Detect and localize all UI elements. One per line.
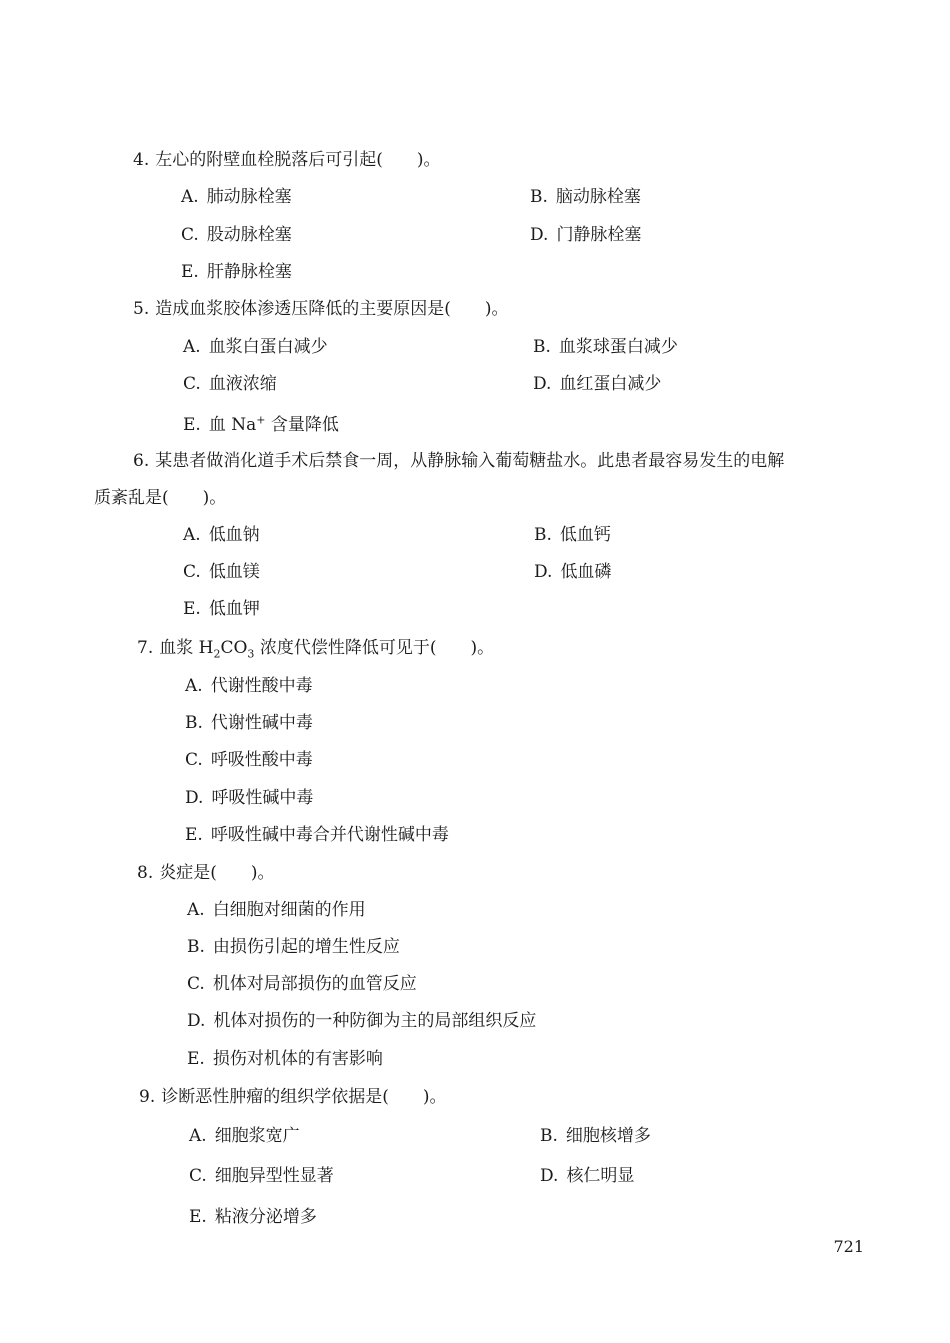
option-d xyxy=(534,564,611,581)
question-text: 某患者做消化道手术后禁食一周，从静脉输入葡萄糖盐水。此患者最容易发生的电解 xyxy=(155,451,785,471)
option-letter: B. xyxy=(533,337,551,357)
question-5-stem xyxy=(133,301,509,318)
option-a xyxy=(185,678,313,695)
option-text: 血液浓缩 xyxy=(208,374,277,394)
option-letter: E. xyxy=(185,825,203,845)
option-e xyxy=(183,601,260,618)
option-e xyxy=(183,414,339,434)
option-c xyxy=(183,376,277,393)
option-letter: B. xyxy=(540,1126,558,1146)
option-letter: C. xyxy=(185,750,203,770)
question-number: 8. xyxy=(137,863,154,883)
option-letter: A. xyxy=(183,525,201,545)
question-number: 7. xyxy=(137,638,154,658)
option-text: 细胞浆宽广 xyxy=(214,1126,300,1146)
option-text: 低血磷 xyxy=(560,562,612,582)
option-letter: A. xyxy=(183,337,201,357)
option-letter: E. xyxy=(187,1049,205,1069)
option-text: 机体对损伤的一种防御为主的局部组织反应 xyxy=(213,1011,537,1031)
option-c xyxy=(185,752,313,769)
question-number: 9. xyxy=(139,1087,156,1107)
question-text: 左心的附壁血栓脱落后可引起( )。 xyxy=(155,150,441,170)
option-text: 低血钙 xyxy=(559,525,611,545)
option-d xyxy=(540,1168,634,1185)
option-letter: A. xyxy=(187,900,205,920)
question-text: 血浆 $H_2CO_3$ 浓度代偿性降低可见于( )。 xyxy=(159,638,495,661)
question-text: 炎症是( )。 xyxy=(159,863,275,883)
option-c xyxy=(181,227,292,244)
option-text: 肺动脉栓塞 xyxy=(206,187,292,207)
option-letter: B. xyxy=(185,713,203,733)
option-d xyxy=(533,376,661,393)
option-text: 血浆白蛋白减少 xyxy=(208,337,328,357)
option-e xyxy=(189,1209,317,1226)
option-letter: C. xyxy=(189,1166,207,1186)
option-c xyxy=(187,976,417,993)
option-text: 粘液分泌增多 xyxy=(214,1207,317,1227)
option-letter: D. xyxy=(533,374,552,394)
option-text: 肝静脉栓塞 xyxy=(206,262,292,282)
option-a xyxy=(183,339,328,356)
option-text: 低血钾 xyxy=(208,599,260,619)
option-text: 损伤对机体的有害影响 xyxy=(212,1049,383,1069)
question-8-stem xyxy=(137,865,275,882)
option-text: 低血钠 xyxy=(208,525,260,545)
option-letter: E. xyxy=(181,262,199,282)
option-b xyxy=(187,939,400,956)
option-a xyxy=(189,1128,300,1145)
option-text: 门静脉栓塞 xyxy=(556,225,642,245)
option-text: 机体对局部损伤的血管反应 xyxy=(212,974,417,994)
option-letter: C. xyxy=(183,374,201,394)
option-d xyxy=(187,1013,536,1030)
option-letter: A. xyxy=(181,187,199,207)
option-letter: A. xyxy=(185,676,203,696)
option-c xyxy=(183,564,260,581)
option-letter: A. xyxy=(189,1126,207,1146)
option-a xyxy=(181,189,292,206)
option-d xyxy=(530,227,641,244)
question-text: 诊断恶性肿瘤的组织学依据是( )。 xyxy=(161,1087,447,1107)
option-text: 血红蛋白减少 xyxy=(559,374,662,394)
option-text: 呼吸性碱中毒合并代谢性碱中毒 xyxy=(210,825,449,845)
option-letter: C. xyxy=(181,225,199,245)
option-text: 白细胞对细菌的作用 xyxy=(212,900,366,920)
question-9-stem xyxy=(139,1089,447,1106)
option-letter: D. xyxy=(185,788,204,808)
option-letter: B. xyxy=(187,937,205,957)
option-letter: C. xyxy=(183,562,201,582)
option-text: 代谢性酸中毒 xyxy=(210,676,313,696)
option-letter: B. xyxy=(534,525,552,545)
option-text: 呼吸性酸中毒 xyxy=(210,750,313,770)
option-b xyxy=(185,715,313,732)
option-e xyxy=(185,827,449,844)
option-text: 代谢性碱中毒 xyxy=(210,713,313,733)
option-b xyxy=(540,1128,651,1145)
page-number: 721 xyxy=(833,1237,864,1256)
option-letter: D. xyxy=(534,562,553,582)
option-letter: D. xyxy=(187,1011,206,1031)
option-a xyxy=(187,902,366,919)
option-b xyxy=(530,189,641,206)
option-e xyxy=(187,1051,383,1068)
option-text: 血 Na+ 含量降低 xyxy=(208,413,339,435)
option-letter: D. xyxy=(530,225,549,245)
option-text: 股动脉栓塞 xyxy=(206,225,292,245)
option-text: 低血镁 xyxy=(208,562,260,582)
option-text: 由损伤引起的增生性反应 xyxy=(212,937,400,957)
option-letter: E. xyxy=(183,599,201,619)
question-number: 6. xyxy=(133,451,150,471)
option-d xyxy=(185,790,313,807)
option-letter: E. xyxy=(189,1207,207,1227)
question-6-stem-continued: 质紊乱是( )。 xyxy=(94,488,227,508)
option-text: 细胞异型性显著 xyxy=(214,1166,334,1186)
option-text: 呼吸性碱中毒 xyxy=(211,788,314,808)
question-7-stem xyxy=(137,640,494,659)
option-letter: D. xyxy=(540,1166,559,1186)
option-text: 脑动脉栓塞 xyxy=(555,187,641,207)
option-letter: C. xyxy=(187,974,205,994)
option-b xyxy=(534,527,611,544)
option-text: 细胞核增多 xyxy=(565,1126,651,1146)
question-number: 5. xyxy=(133,299,150,319)
question-6-stem xyxy=(133,453,784,470)
question-text: 造成血浆胶体渗透压降低的主要原因是( )。 xyxy=(155,299,509,319)
question-number: 4. xyxy=(133,150,150,170)
option-b xyxy=(533,339,678,356)
question-4-stem xyxy=(133,152,441,169)
option-a xyxy=(183,527,260,544)
option-text: 血浆球蛋白减少 xyxy=(558,337,678,357)
option-letter: E. xyxy=(183,414,201,435)
option-text: 核仁明显 xyxy=(566,1166,635,1186)
option-e xyxy=(181,264,292,281)
option-letter: B. xyxy=(530,187,548,207)
option-c xyxy=(189,1168,334,1185)
